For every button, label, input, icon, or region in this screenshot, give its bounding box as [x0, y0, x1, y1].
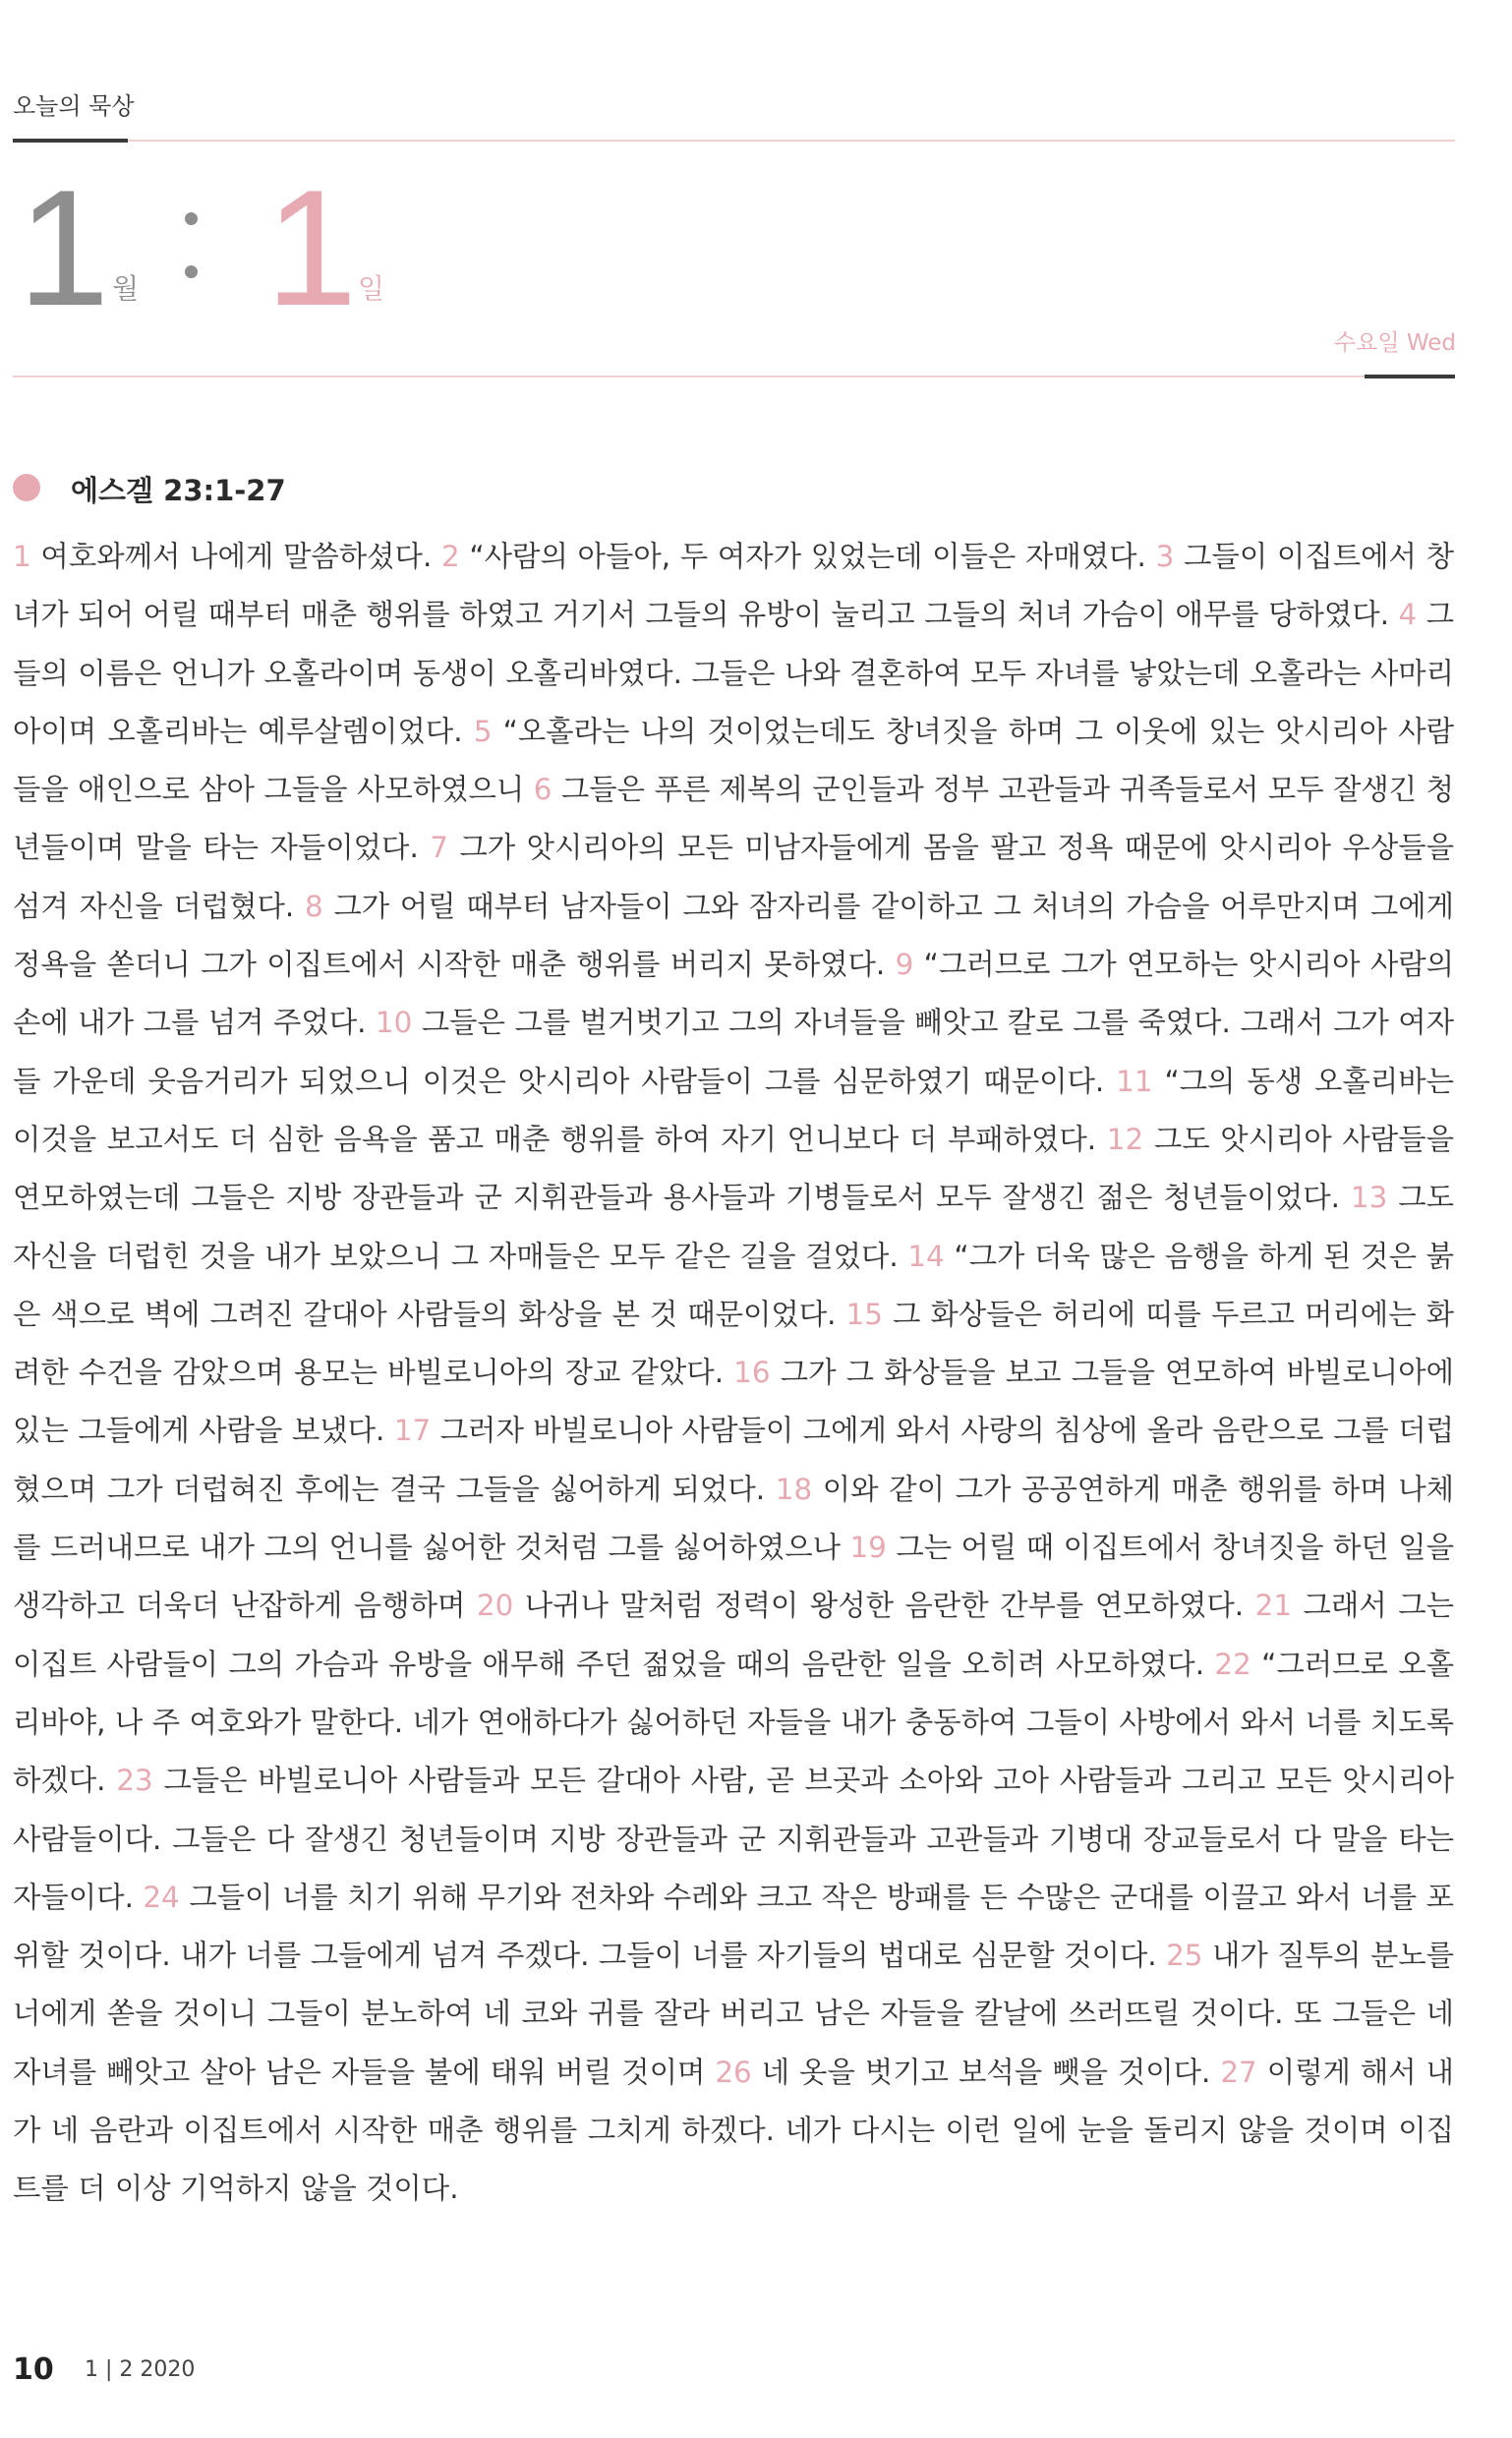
- verse-text: “그러므로 오홀리바야, 나 주 여호와가 말한다. 네가 연애하다가 싫어하던 자들을 내가 충동하여 그들이 사방에서 와서 너를 치도록 하겠다.: [13, 1647, 1454, 1798]
- verse-text: 그도 앗시리아 사람들을 연모하였는데 그들은 지방 장관들과 군 지휘관들과 용사들과 기병들로서 모두 잘생긴 젊은 청년들이었다.: [13, 1122, 1454, 1215]
- verse-number: 9: [895, 948, 914, 982]
- verse-number: 15: [845, 1297, 883, 1331]
- verse-text: “그의 동생 오홀리바는 이것을 보고서도 더 심한 음욕을 품고 매춘 행위를 하여 자기 언니보다 더 부패하였다.: [13, 1064, 1455, 1156]
- verse-number: 24: [143, 1880, 180, 1914]
- verse-number: 7: [430, 831, 448, 865]
- page-number: 10: [13, 2352, 54, 2387]
- verse-text: 그가 그 화상들을 보고 그들을 연모하여 바빌로니아에 있는 그들에게 사람을 보냈다.: [13, 1356, 1454, 1448]
- verse-text: 그 화상들은 허리에 띠를 두르고 머리에는 화려한 수건을 감았으며 용모는 바빌로니아의 장교 같았다.: [13, 1297, 1454, 1390]
- reference-bullet: [13, 474, 40, 501]
- verse-text: 그들은 그를 벌거벗기고 그의 자녀들을 빼앗고 칼로 그를 죽였다. 그래서 그가 여자들 가운데 웃음거리가 되었으니 이것은 앗시리아 사람들이 그를 심문하였기 때문이다.: [13, 1006, 1454, 1098]
- section-label: 오늘의 묵상: [13, 92, 135, 120]
- date-colon: [185, 203, 199, 291]
- verse-text: 그도 자신을 더럽힌 것을 내가 보았으니 그 자매들은 모두 같은 길을 걸었다.: [13, 1181, 1454, 1273]
- verse-text: 그들의 이름은 언니가 오홀라이며 동생이 오홀리바였다. 그들은 나와 결혼하여 모두 자녀를 낳았는데 오홀라는 사마리아이며 오홀리바는 예루살렘이었다.: [13, 598, 1454, 748]
- verse-number: 27: [1220, 2055, 1257, 2089]
- verse-number: 12: [1106, 1122, 1144, 1156]
- verse-number: 2: [441, 540, 460, 573]
- issue-label: 1 | 2 2020: [85, 2357, 196, 2382]
- section-label-underline: [13, 139, 128, 143]
- verse-text: 그래서 그는 이집트 사람들이 그의 가슴과 유방을 애무해 주던 젊었을 때의 음란한 일을 오히려 사모하였다.: [13, 1589, 1454, 1681]
- weekday-label: 수요일 Wed: [1333, 330, 1456, 356]
- verse-number: 19: [849, 1531, 887, 1565]
- day-unit: 일: [358, 272, 385, 305]
- verse-text: 그들은 푸른 제복의 군인들과 정부 고관들과 귀족들로서 모두 잘생긴 청년들이며 말을 타는 자들이었다.: [13, 773, 1454, 865]
- verse-number: 3: [1155, 540, 1175, 573]
- verse-number: 23: [116, 1764, 153, 1798]
- verse-number: 18: [775, 1472, 813, 1506]
- verse-text: 그는 어릴 때 이집트에서 창녀짓을 하던 일을 생각하고 더욱더 난잡하게 음행하며: [13, 1531, 1454, 1623]
- verse-number: 20: [476, 1589, 514, 1623]
- verse-text: “사람의 아들아, 두 여자가 있었는데 이들은 자매였다.: [459, 540, 1156, 573]
- verse-text: “그러므로 그가 연모하는 앗시리아 사람의 손에 내가 그를 넘겨 주었다.: [13, 948, 1454, 1040]
- verse-text: 그가 어릴 때부터 남자들이 그와 잠자리를 같이하고 그 처녀의 가슴을 어루만지며 그에게 정욕을 쏟더니 그가 이집트에서 시작한 매춘 행위를 버리지 못하였다.: [13, 889, 1454, 982]
- date-divider: [13, 376, 1365, 377]
- verse-number: 22: [1214, 1647, 1251, 1681]
- verse-text: 네 옷을 벗기고 보석을 뺏을 것이다.: [751, 2055, 1221, 2089]
- verse-number: 1: [13, 540, 31, 573]
- verse-number: 13: [1350, 1181, 1388, 1215]
- verse-number: 25: [1166, 1939, 1203, 1973]
- verse-text: 이렇게 해서 내가 네 음란과 이집트에서 시작한 매춘 행위를 그치게 하겠다. 네가 다시는 이런 일에 눈을 돌리지 않을 것이며 이집트를 더 이상 기억하지 않을 것이다.: [13, 2055, 1454, 2206]
- verse-number: 6: [533, 773, 552, 807]
- verse-text: 그들은 바빌로니아 사람들과 모든 갈대아 사람, 곧 브곳과 소아와 고아 사람들과 그리고 모든 앗시리아 사람들이다. 그들은 다 잘생긴 청년들이며 지방 장관들과 군 지휘관들과 고관들과 기병대 장교들로서 다 말을 타는 자들이다.: [13, 1764, 1454, 1914]
- verse-number: 4: [1398, 598, 1418, 632]
- verse-number: 14: [907, 1239, 945, 1273]
- verse-text: 이와 같이 그가 공공연하게 매춘 행위를 하며 나체를 드러내므로 내가 그의 언니를 싫어한 것처럼 그를 싫어하였으나: [13, 1472, 1454, 1565]
- day-number: 1: [265, 155, 358, 340]
- verse-number: 11: [1116, 1064, 1153, 1098]
- verse-number: 21: [1254, 1589, 1293, 1623]
- verse-number: 16: [733, 1356, 771, 1390]
- verse-text: 그들이 이집트에서 창녀가 되어 어릴 때부터 매춘 행위를 하였고 거기서 그들의 유방이 눌리고 그들의 처녀 가슴이 애무를 당하였다.: [13, 540, 1454, 632]
- header-divider: [128, 140, 1455, 142]
- verse-number: 26: [715, 2055, 752, 2089]
- verse-text: 여호와께서 나에게 말씀하셨다.: [30, 540, 442, 573]
- verse-number: 8: [304, 889, 323, 923]
- verse-text: 그가 앗시리아의 모든 미남자들에게 몸을 팔고 정욕 때문에 앗시리아 우상들을 섬겨 자신을 더럽혔다.: [13, 831, 1454, 923]
- verse-text: 나귀나 말처럼 정력이 왕성한 음란한 간부를 연모하였다.: [513, 1589, 1255, 1623]
- verse-number: 10: [375, 1006, 413, 1040]
- verse-number: 5: [473, 714, 493, 748]
- verse-text: 그러자 바빌로니아 사람들이 그에게 와서 사랑의 침상에 올라 음란으로 그를 더럽혔으며 그가 더럽혀진 후에는 결국 그들을 싫어하게 되었다.: [13, 1414, 1454, 1506]
- verse-text: 내가 질투의 분노를 너에게 쏟을 것이니 그들이 분노하여 네 코와 귀를 잘라 버리고 남은 자들을 칼날에 쓰러뜨릴 것이다. 또 그들은 네 자녀를 빼앗고 살아 남은 자들을 불에 태워 버릴 것이며: [13, 1939, 1454, 2089]
- verse-text: 그들이 너를 치기 위해 무기와 전차와 수레와 크고 작은 방패를 든 수많은 군대를 이끌고 와서 너를 포위할 것이다. 내가 너를 그들에게 넘겨 주겠다. 그들이 너를 자기들의 법대로 심문할 것이다.: [13, 1880, 1454, 1973]
- verse-text: “오홀라는 나의 것이었는데도 창녀짓을 하며 그 이웃에 있는 앗시리아 사람들을 애인으로 삼아 그들을 사모하였으니: [13, 714, 1454, 807]
- verse-text: “그가 더욱 많은 음행을 하게 된 것은 붉은 색으로 벽에 그려진 갈대아 사람들의 화상을 본 것 때문이었다.: [13, 1239, 1454, 1331]
- weekday-underline: [1365, 375, 1455, 378]
- verse-number: 17: [393, 1414, 432, 1448]
- month-number: 1: [18, 155, 110, 340]
- passage-text: [13, 528, 1454, 2219]
- month-unit: 월: [112, 272, 140, 305]
- scripture-reference: 에스겔 23:1-27: [71, 474, 286, 507]
